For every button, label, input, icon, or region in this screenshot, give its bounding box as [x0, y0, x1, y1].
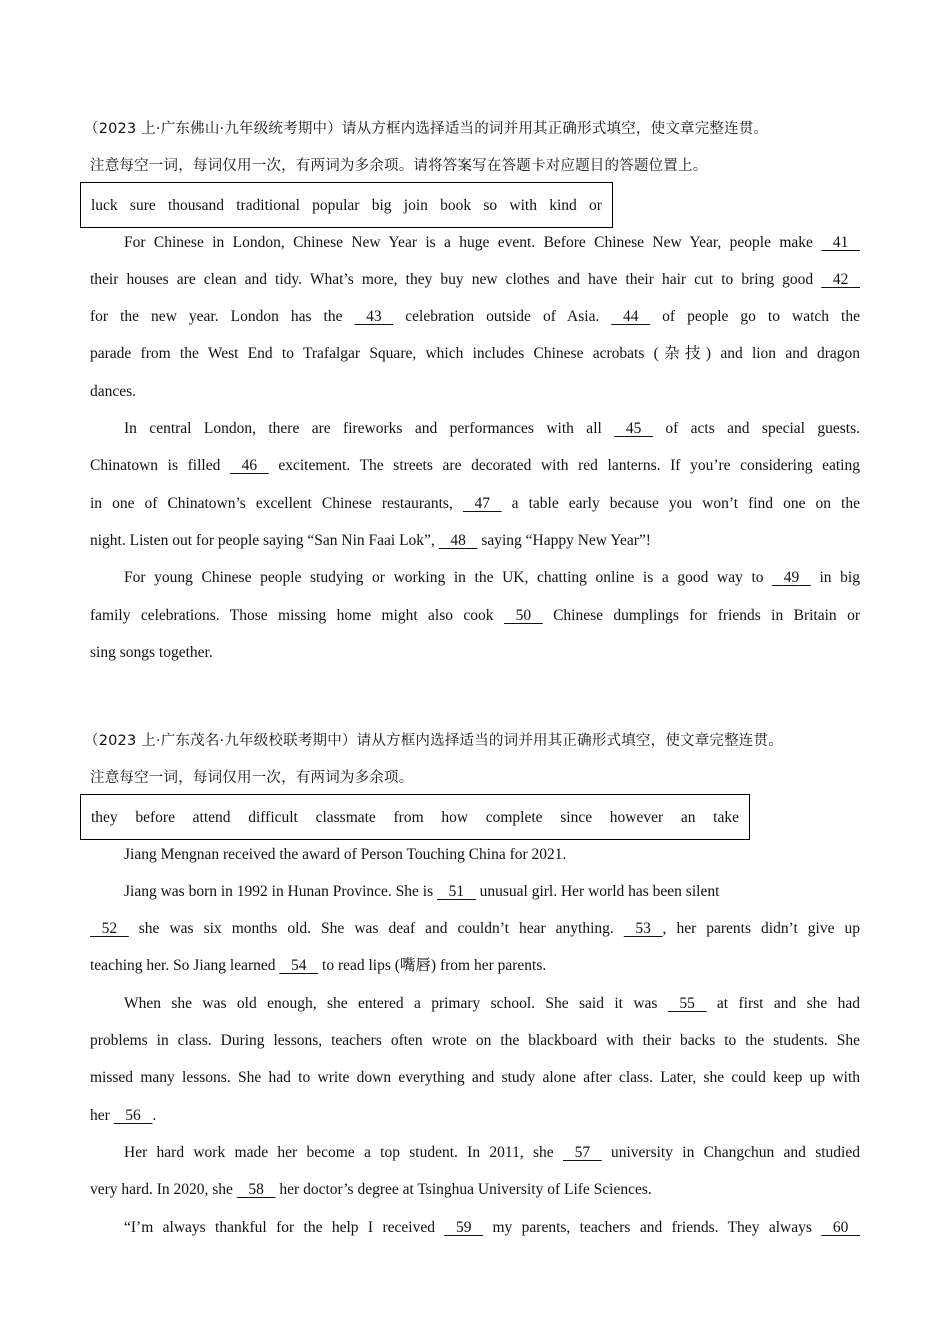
passage-line — [90, 1209, 860, 1246]
passage-line — [90, 485, 860, 522]
word-bank-item: popular — [312, 196, 360, 214]
word-bank-item: since — [560, 808, 593, 826]
answer-blank: 52 — [101, 920, 118, 938]
passage-text: for the new year. London has the — [90, 308, 355, 326]
passage-text: sing songs together. — [90, 643, 213, 661]
word-bank-box — [80, 182, 613, 228]
passage-line — [90, 947, 860, 984]
passage-text: Chinese dumplings for friends in Britain or — [542, 606, 860, 624]
answer-blank: 44 — [622, 308, 639, 326]
passage-text: she was six months old. She was deaf and couldn’t hear anything. — [128, 920, 624, 938]
passage-text: Chinatown is filled — [90, 457, 230, 475]
passage-text: For young Chinese people studying or working in the UK, chatting online is a good way to — [124, 569, 773, 587]
passage-text: In central London, there are fireworks and performances with all — [124, 420, 615, 438]
answer-blank: 58 — [248, 1181, 264, 1199]
passage-text: unusual girl. Her world has been silent — [475, 882, 720, 900]
passage-text: their houses are clean and tidy. What’s more, they buy new clothes and have their hair cut to bring good — [90, 270, 822, 288]
passage-line — [90, 1134, 860, 1171]
exercise-section-1 — [84, 111, 860, 671]
passage-text: my parents, teachers and friends. They always — [483, 1218, 822, 1236]
passage-text: “I’m always thankful for the help I received — [124, 1218, 445, 1236]
passage-line — [90, 224, 860, 261]
word-bank-item: join — [403, 196, 428, 214]
passage-text: Her hard work made her become a top student. In 2011, she — [124, 1143, 563, 1161]
passage-text: missed many lessons. She had to write down everything and study alone after class. Later, she could keep up with — [90, 1069, 860, 1087]
passage-line — [90, 373, 860, 410]
answer-blank: 56 — [125, 1106, 141, 1124]
word-bank-item: or — [588, 196, 602, 214]
word-bank-item: they — [91, 808, 118, 826]
passage-text: a table early because you won’t find one on the — [501, 494, 860, 512]
passage-line — [90, 1097, 860, 1134]
passage-line — [90, 447, 860, 484]
exercise-section-2 — [84, 723, 861, 1246]
section-instructions-line-2: 注意每空一词，每词仅用一次，有两词为多余项。请将答案写在答题卡对应题目的答题位置上。 — [90, 158, 708, 175]
section-instructions-line-2: 注意每空一词，每词仅用一次，有两词为多余项。 — [90, 770, 414, 787]
passage-line — [90, 261, 860, 298]
word-bank-item: sure — [129, 196, 156, 214]
section-instructions-line-1: （2023 上·广东佛山·九年级统考期中）请从方框内选择适当的词并用其正确形式填空，使文章完整连贯。 — [84, 121, 769, 137]
passage-line — [90, 836, 860, 873]
passage-line — [90, 985, 860, 1022]
passage-text: , her parents didn’t give up — [662, 920, 861, 938]
word-bank-item: before — [135, 808, 175, 826]
section-instructions-line-1: （2023 上·广东茂名·九年级校联考期中）请从方框内选择适当的词并用其正确形式填空，使文章完整连贯。 — [84, 733, 783, 749]
passage-text: family celebrations. Those missing home might also cook — [90, 606, 504, 624]
passage-text: parade from the West End to Trafalgar Square, which includes Chinese acrobats (杂技) and lion and dragon — [90, 345, 860, 363]
answer-blank: 53 — [635, 920, 651, 938]
passage-text: of people go to watch the — [650, 308, 860, 326]
answer-blank: 50 — [515, 606, 532, 624]
word-bank-item: complete — [485, 808, 543, 826]
passage-text: teaching her. So Jiang learned — [90, 957, 280, 975]
passage-text: . — [152, 1106, 157, 1124]
passage-text: When she was old enough, she entered a primary school. She said it was — [124, 994, 668, 1012]
answer-blank: 51 — [448, 882, 465, 900]
passage-text: problems in class. During lessons, teachers often wrote on the blackboard with their backs to the students. She — [90, 1032, 860, 1050]
word-bank-item: luck — [91, 196, 118, 214]
word-bank-item: classmate — [315, 808, 376, 826]
word-bank-item: with — [509, 196, 537, 214]
word-bank-item: big — [371, 196, 392, 214]
passage-text: night. Listen out for people saying “San Nin Faai Lok”, — [90, 531, 439, 549]
passage-line — [90, 1059, 860, 1096]
word-bank-item: book — [440, 196, 472, 214]
passage-text: her — [90, 1106, 114, 1124]
passage-line — [90, 634, 860, 671]
word-bank-item: difficult — [248, 808, 298, 826]
word-bank-item: however — [609, 808, 664, 826]
passage-text: in big — [810, 569, 860, 587]
passage-text: university in Changchun and studied — [601, 1143, 860, 1161]
word-bank-item: from — [393, 808, 424, 826]
answer-blank: 49 — [783, 569, 800, 587]
answer-blank: 41 — [832, 233, 849, 251]
passage-text: of acts and special guests. — [652, 420, 860, 438]
passage-line — [90, 1022, 860, 1059]
word-bank-box — [80, 794, 750, 840]
passage-text: Jiang Mengnan received the award of Person Touching China for 2021. — [124, 845, 567, 863]
word-bank-item: how — [441, 808, 469, 826]
passage-text: her doctor’s degree at Tsinghua University of Life Sciences. — [275, 1181, 652, 1199]
word-bank-item: thousand — [167, 196, 224, 214]
answer-blank: 57 — [574, 1143, 591, 1161]
passage-line — [90, 873, 860, 910]
word-bank-item: an — [680, 808, 696, 826]
passage-text: at first and she had — [706, 994, 860, 1012]
answer-blank: 59 — [455, 1218, 472, 1236]
answer-blank: 48 — [450, 531, 466, 549]
passage-line — [90, 559, 860, 596]
passage-text: in one of Chinatown’s excellent Chinese restaurants, — [90, 494, 463, 512]
passage-text: Jiang was born in 1992 in Hunan Province. She is — [124, 882, 437, 900]
passage-text: celebration outside of Asia. — [393, 308, 612, 326]
answer-blank: 60 — [832, 1218, 849, 1236]
passage-text: excitement. The streets are decorated with red lanterns. If you’re considering eating — [268, 457, 860, 475]
passage-line — [90, 910, 860, 947]
word-bank-item: so — [483, 196, 498, 214]
passage-line — [90, 522, 860, 559]
passage-line — [90, 410, 860, 447]
answer-blank: 45 — [625, 420, 642, 438]
word-bank-item: kind — [549, 196, 577, 214]
word-bank-item: attend — [192, 808, 231, 826]
word-bank-item: traditional — [236, 196, 300, 214]
answer-blank: 54 — [291, 957, 307, 975]
answer-blank: 42 — [832, 270, 849, 288]
passage-line — [90, 335, 860, 372]
passage-text: dances. — [90, 382, 137, 400]
passage-line — [90, 298, 860, 335]
answer-blank: 47 — [474, 494, 491, 512]
passage-text: very hard. In 2020, she — [90, 1181, 237, 1199]
passage-line — [90, 597, 860, 634]
passage-text: For Chinese in London, Chinese New Year is a huge event. Before Chinese New Year, people make — [124, 233, 822, 251]
answer-blank: 46 — [241, 457, 258, 475]
word-bank-item: take — [713, 808, 739, 826]
passage-text: saying “Happy New Year”! — [477, 531, 651, 549]
answer-blank: 55 — [679, 994, 695, 1012]
passage-text: to read lips (嘴唇) from her parents. — [318, 957, 547, 975]
answer-blank: 43 — [366, 308, 382, 326]
passage-line — [90, 1171, 860, 1208]
